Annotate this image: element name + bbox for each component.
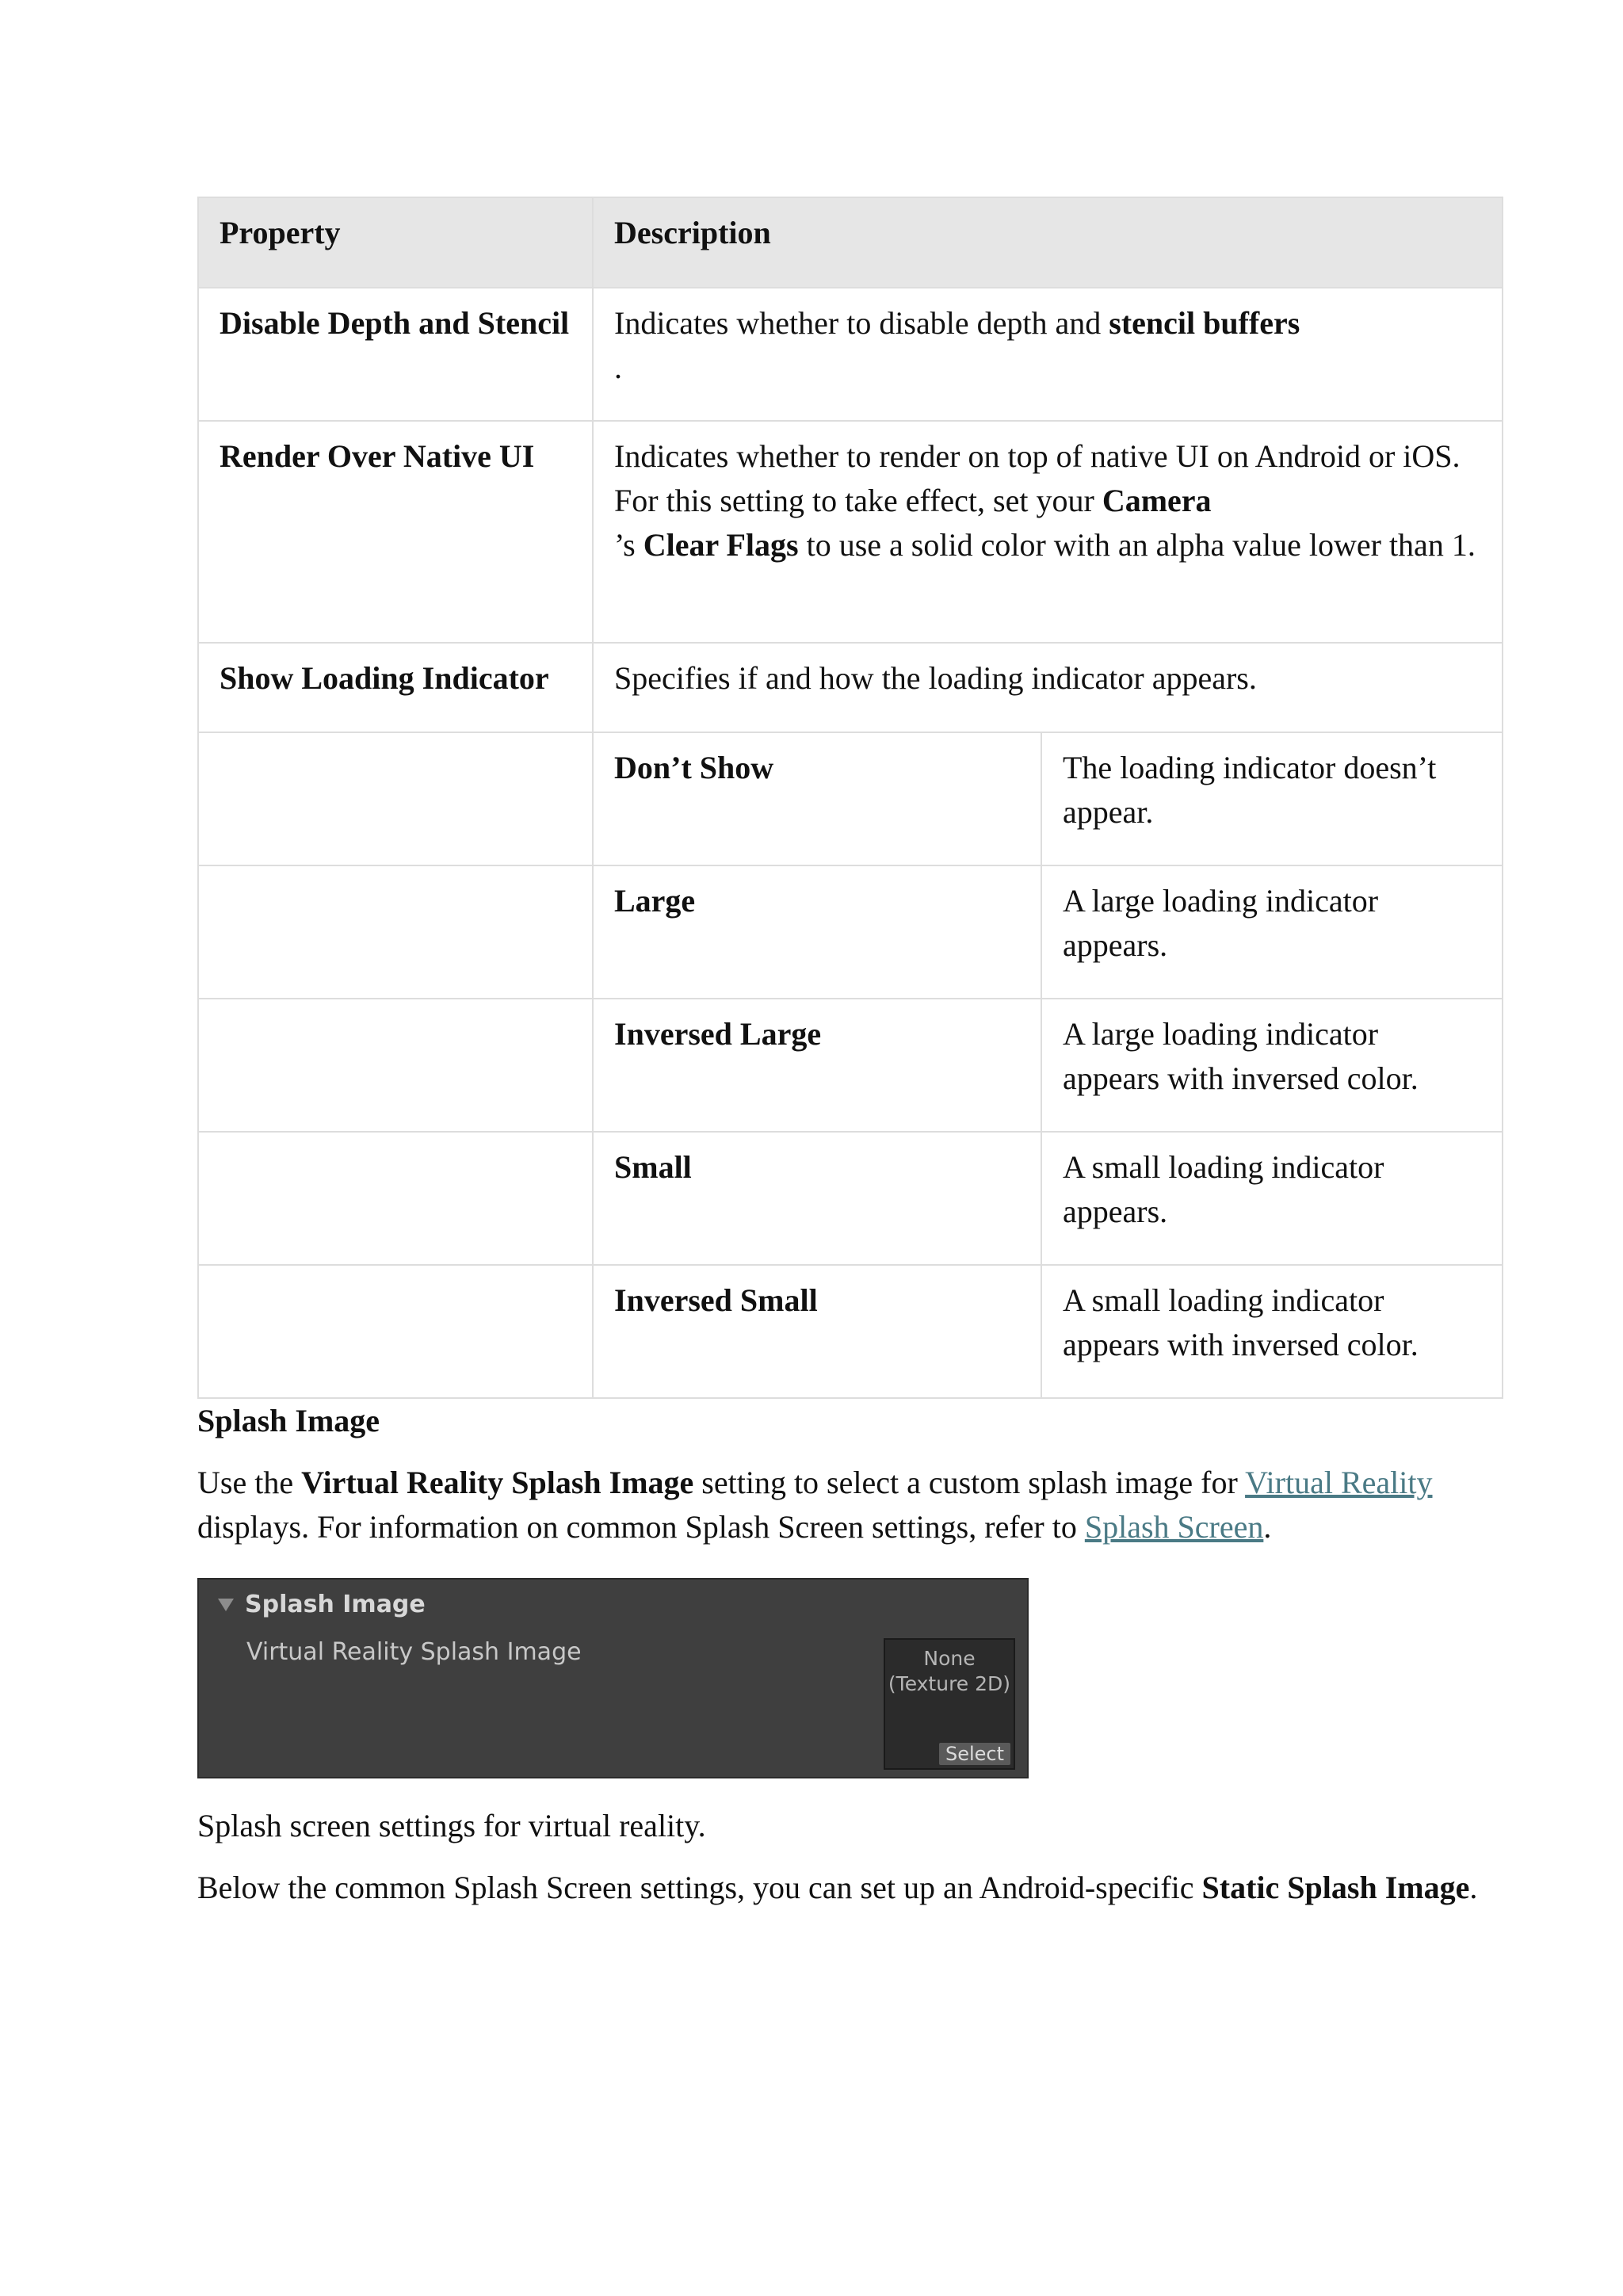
option-row (198, 1132, 1503, 1265)
inspector-foldout-header (218, 1591, 426, 1618)
option-row (198, 999, 1503, 1132)
property-disable-depth: Disable Depth and Stencil (198, 288, 593, 421)
description-disable-depth: Indicates whether to disable depth and stencil buffers . (593, 288, 1503, 421)
figure-caption: Splash screen settings for virtual reality. (197, 1808, 706, 1843)
table-row (198, 421, 1503, 643)
texture-slot-text: None (Texture 2D) (888, 1647, 1011, 1695)
option-row (198, 1265, 1503, 1398)
link-virtual-reality[interactable]: Virtual Reality (1245, 1465, 1433, 1500)
document-page (197, 197, 1502, 1910)
splash-intro-paragraph: Use the Virtual Reality Splash Image setting to select a custom splash image for Virtual Reality displays. For information on common Splash Screen settings, refer to Splash Screen. (197, 1465, 1433, 1545)
property-render-over-native-ui: Render Over Native UI (198, 421, 593, 643)
option-row (198, 865, 1503, 999)
link-splash-screen[interactable]: Splash Screen (1084, 1509, 1264, 1545)
table-row (198, 643, 1503, 732)
section-title-splash-image: Splash Image (197, 1403, 380, 1438)
empty-cell (198, 999, 593, 1132)
option-name: Don’t Show (593, 732, 1041, 865)
option-description: A large loading indicator appears with inversed color. (1041, 999, 1503, 1132)
empty-cell (198, 1265, 593, 1398)
android-splash-paragraph: Below the common Splash Screen settings, you can set up an Android-specific Static Splash Image. (197, 1870, 1478, 1905)
empty-cell (198, 865, 593, 999)
option-name: Large (593, 865, 1041, 999)
property-show-loading-indicator: Show Loading Indicator (198, 643, 593, 732)
description-render-over-native-ui: Indicates whether to render on top of native UI on Android or iOS. For this setting to take effect, set your Camera ’s Clear Flags to use a solid color with an alpha value lower than 1. (593, 421, 1503, 643)
option-name: Inversed Large (593, 999, 1041, 1132)
header-property: Property (198, 197, 593, 288)
foldout-triangle-icon (218, 1599, 234, 1611)
table-header-row (198, 197, 1503, 288)
option-description: A large loading indicator appears. (1041, 865, 1503, 999)
empty-cell (198, 1132, 593, 1265)
option-name: Small (593, 1132, 1041, 1265)
option-description: A small loading indicator appears. (1041, 1132, 1503, 1265)
option-name: Inversed Small (593, 1265, 1041, 1398)
splash-image-inspector-screenshot (197, 1578, 1029, 1778)
empty-cell (198, 732, 593, 865)
description-show-loading-indicator: Specifies if and how the loading indicator appears. (593, 643, 1503, 732)
header-description: Description (593, 197, 1503, 288)
table-row (198, 288, 1503, 421)
option-description: The loading indicator doesn’t appear. (1041, 732, 1503, 865)
option-description: A small loading indicator appears with inversed color. (1041, 1265, 1503, 1398)
texture-slot (884, 1638, 1015, 1770)
select-texture-button: Select (939, 1743, 1010, 1765)
inspector-section-label: Splash Image (245, 1591, 426, 1618)
vr-splash-image-label: Virtual Reality Splash Image (246, 1638, 582, 1666)
option-row (198, 732, 1503, 865)
properties-table (197, 197, 1503, 1399)
